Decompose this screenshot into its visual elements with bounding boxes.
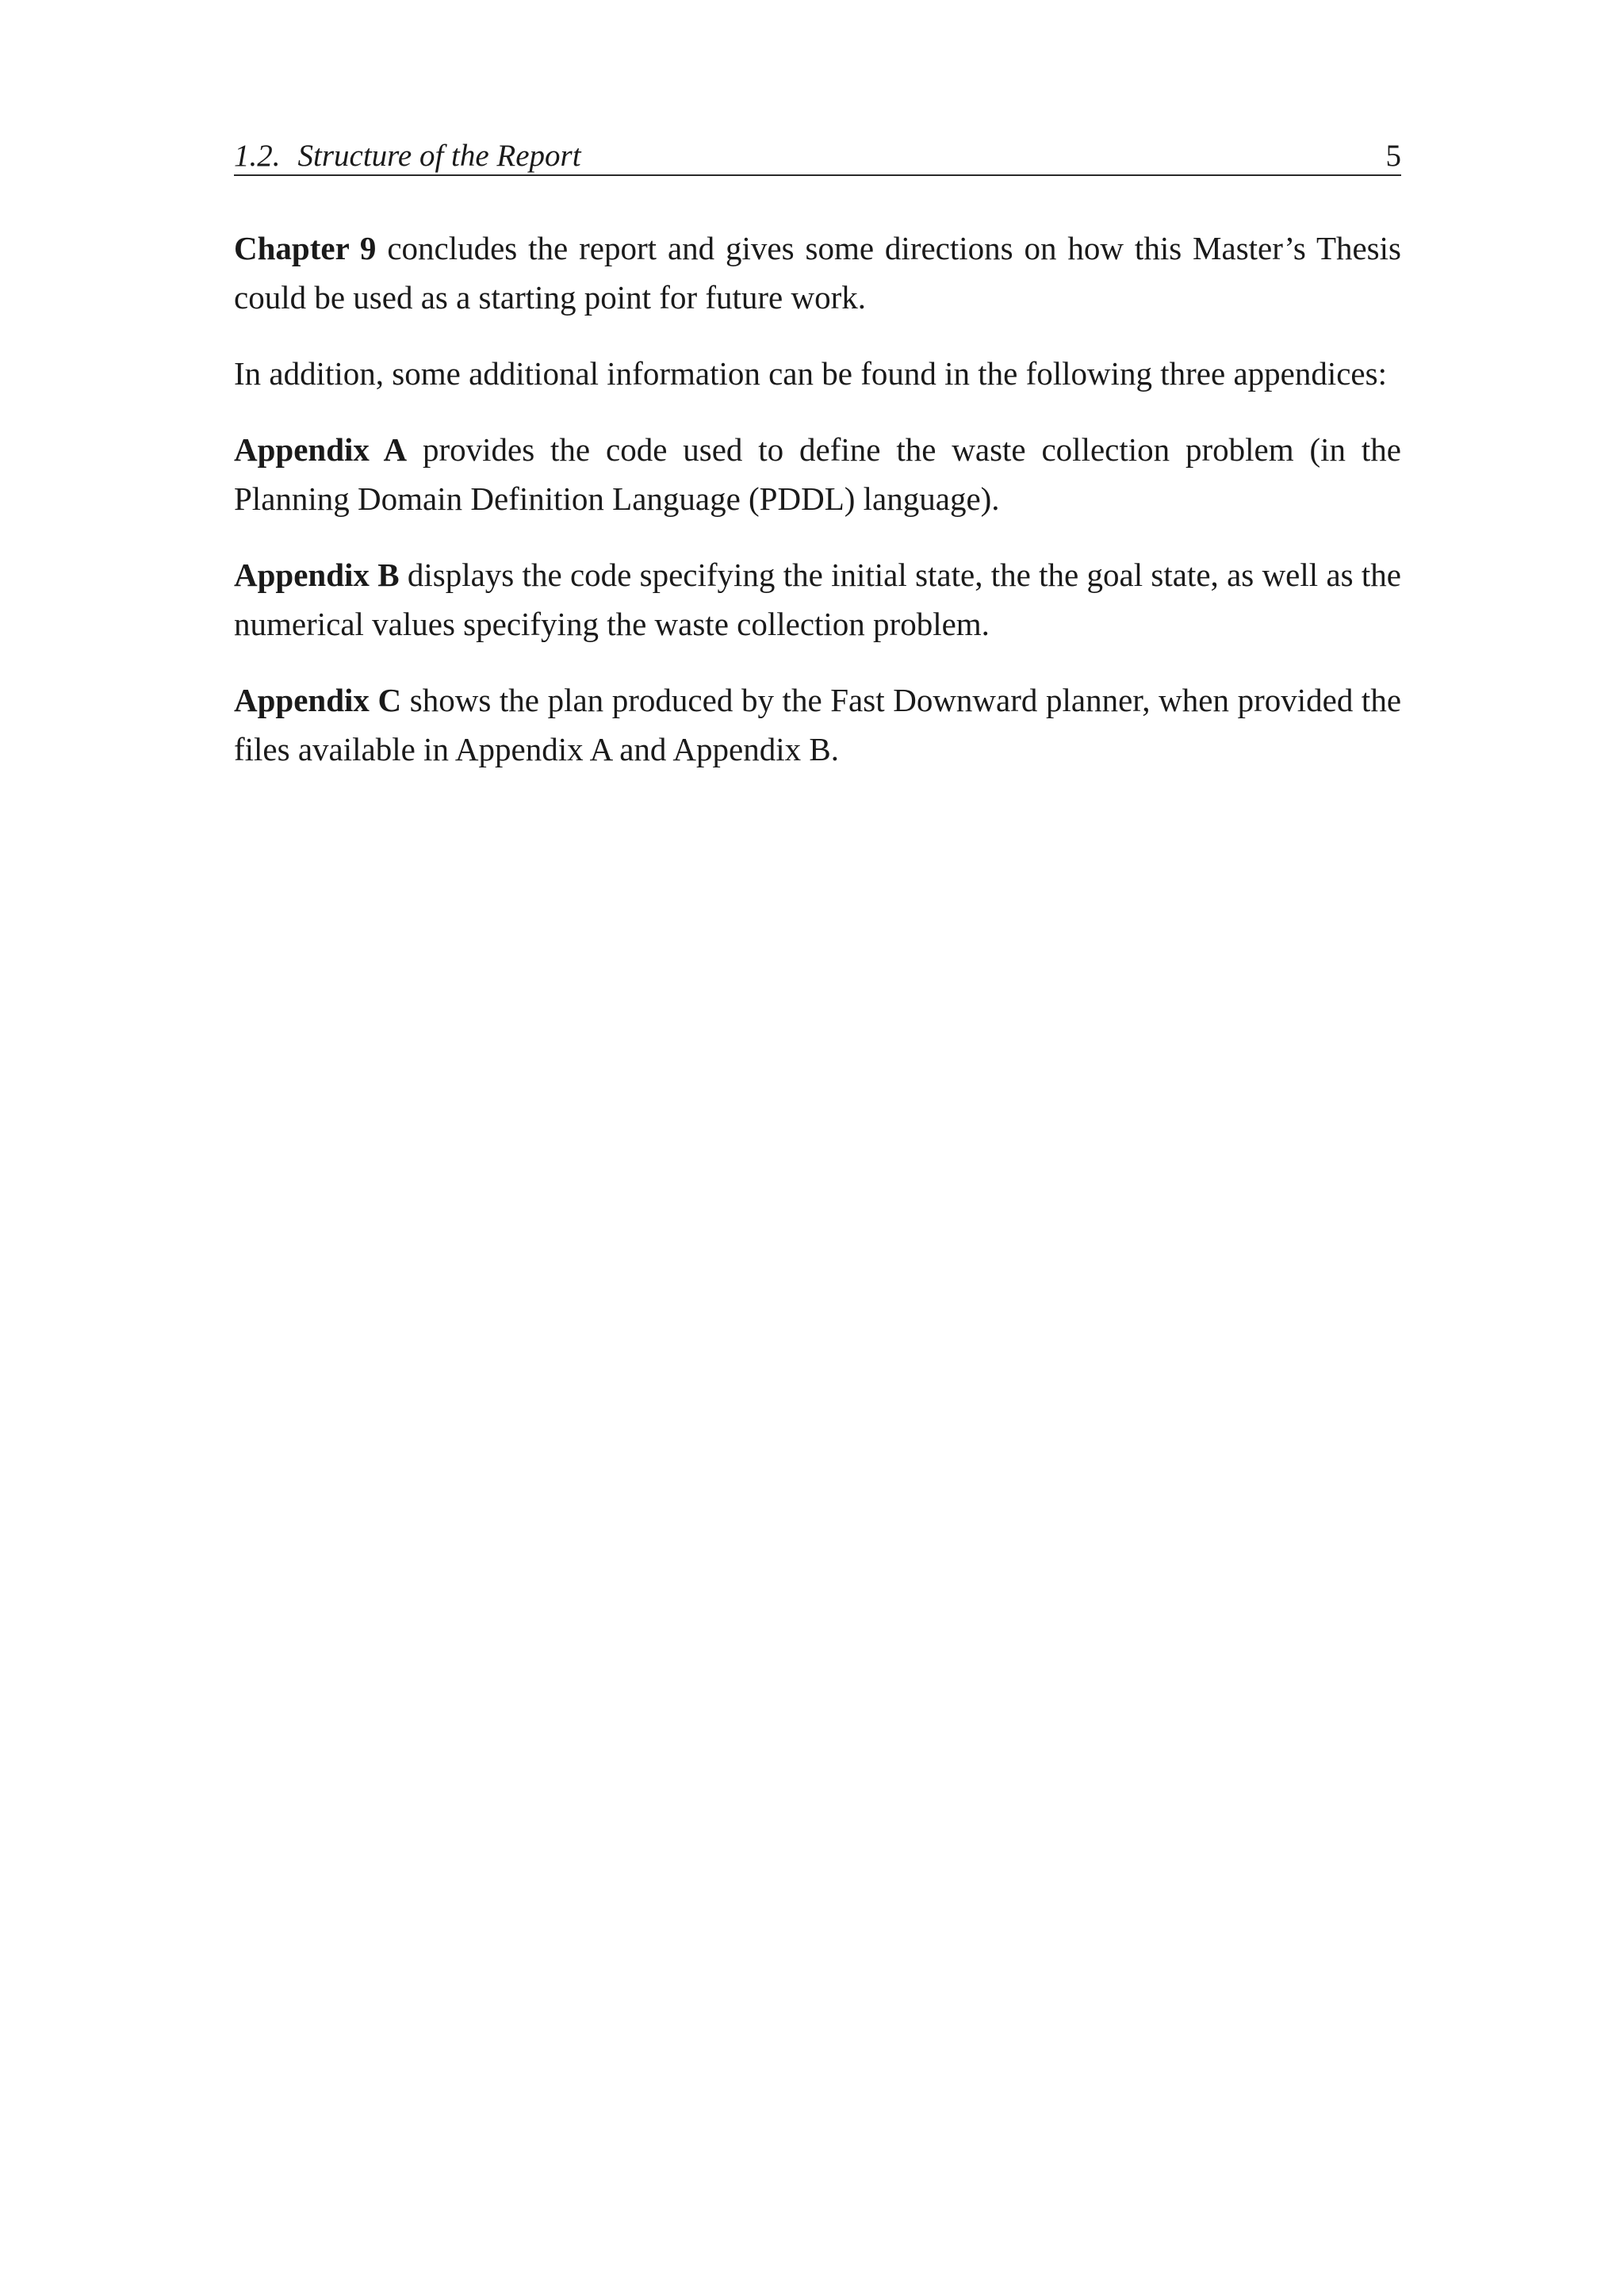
paragraph-appendix-b (234, 550, 1401, 649)
header-section (234, 140, 581, 171)
page-number: 5 (1385, 139, 1401, 173)
paragraph-appendix-c (234, 675, 1401, 774)
header-section-number: 1.2. (234, 139, 281, 173)
paragraph-lead: Chapter 9 (234, 230, 377, 266)
body-text (234, 224, 1401, 801)
paragraph-text: provides the code used to define the waste collection problem (in the Planning Domain Definition Language (PDDL) language). (234, 431, 1401, 517)
paragraph-lead: Appendix A (234, 431, 408, 468)
paragraph-text: displays the code specifying the initial state, the the goal state, as well as the numerical values specifying the waste collection problem. (234, 557, 1401, 642)
header-section-title: Structure of the Report (297, 139, 581, 173)
paragraph-lead: Appendix C (234, 682, 402, 718)
paragraph-text: shows the plan produced by the Fast Downward planner, when provided the files available in Appendix A and Appendix B. (234, 682, 1402, 767)
paragraph-appendices-intro (234, 349, 1401, 398)
paragraph-lead: Appendix B (234, 557, 400, 593)
paragraph-text: concludes the report and gives some directions on how this Master’s Thesis could be used as a starting point for future work. (234, 230, 1401, 316)
paragraph-text: In addition, some additional information can be found in the following three appendices: (234, 355, 1387, 392)
paragraph-appendix-a (234, 425, 1401, 523)
running-header (234, 132, 1401, 176)
paragraph-chapter-9 (234, 224, 1401, 322)
